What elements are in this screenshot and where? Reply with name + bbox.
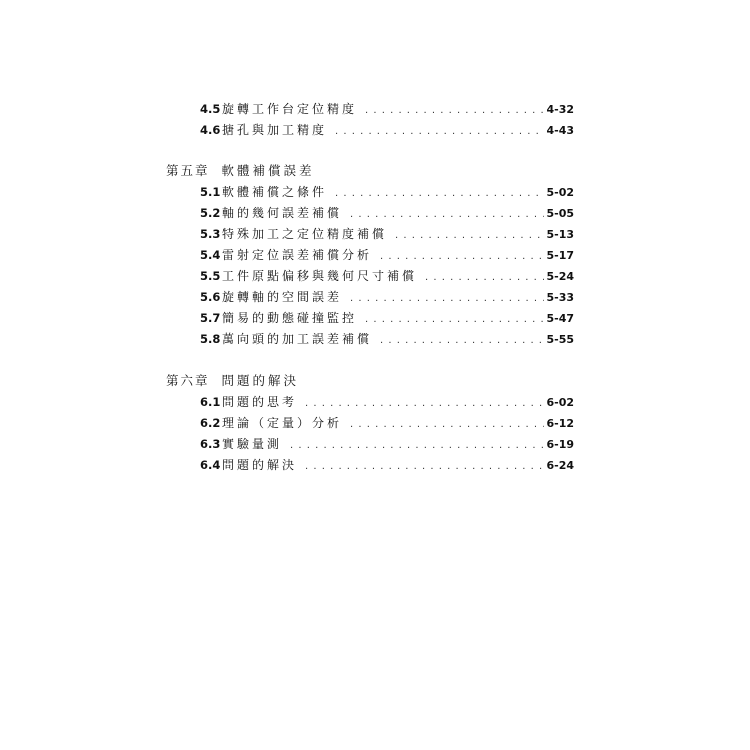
dot-leader (395, 229, 544, 243)
page-number: 5-05 (546, 207, 574, 220)
dot-leader (425, 271, 544, 285)
section-title: 特殊加工之定位精度補償 (222, 227, 388, 241)
dot-leader (350, 418, 544, 432)
toc-entry-6-3[interactable] (200, 437, 574, 451)
chapter-label: 第五章 (166, 163, 210, 178)
page-number: 5-24 (546, 270, 574, 283)
section-title: 軟體補償之條件 (222, 185, 328, 199)
toc-entry-5-3[interactable] (200, 227, 574, 241)
page-number: 5-02 (546, 186, 574, 199)
dot-leader (335, 125, 544, 139)
page-number: 4-43 (546, 124, 574, 137)
section-number: 5.5 (200, 269, 221, 283)
toc-entry-5-2[interactable] (200, 206, 574, 220)
page-number: 5-33 (546, 291, 574, 304)
chapter-title: 軟體補償誤差 (221, 163, 315, 178)
section-number: 4.6 (200, 123, 221, 137)
section-number: 4.5 (200, 102, 221, 116)
section-title: 工件原點偏移與幾何尺寸補償 (222, 269, 418, 283)
toc-entry-5-7[interactable] (200, 311, 574, 325)
chapter-label: 第六章 (166, 373, 210, 388)
section-number: 5.6 (200, 290, 221, 304)
dot-leader (380, 250, 544, 264)
section-number: 6.3 (200, 437, 221, 451)
dot-leader (305, 397, 544, 411)
section-number: 5.1 (200, 185, 221, 199)
toc-entry-4-5[interactable] (200, 102, 574, 116)
section-number: 6.2 (200, 416, 221, 430)
page-number: 5-47 (546, 312, 574, 325)
section-number: 6.4 (200, 458, 221, 472)
dot-leader (380, 334, 544, 348)
toc-entry-6-1[interactable] (200, 395, 574, 409)
section-number: 5.7 (200, 311, 221, 325)
dot-leader (305, 460, 544, 474)
section-title: 問題的解決 (222, 458, 298, 472)
chapter-heading-6[interactable] (166, 374, 299, 388)
section-title: 雷射定位誤差補償分析 (222, 248, 373, 262)
section-title: 實驗量測 (222, 437, 283, 451)
page-number: 5-17 (546, 249, 574, 262)
section-title: 理論（定量）分析 (222, 416, 343, 430)
page-number: 6-02 (546, 396, 574, 409)
toc-entry-5-5[interactable] (200, 269, 574, 283)
chapter-title: 問題的解決 (221, 373, 300, 388)
toc-entry-5-8[interactable] (200, 332, 574, 346)
section-number: 5.2 (200, 206, 221, 220)
section-title: 軸的幾何誤差補償 (222, 206, 343, 220)
toc-entry-5-6[interactable] (200, 290, 574, 304)
toc-entry-5-1[interactable] (200, 185, 574, 199)
section-title: 問題的思考 (222, 395, 298, 409)
section-number: 6.1 (200, 395, 221, 409)
section-title: 萬向頭的加工誤差補償 (222, 332, 373, 346)
page-number: 4-32 (546, 103, 574, 116)
section-title: 搪孔與加工精度 (222, 123, 328, 137)
section-title: 簡易的動態碰撞監控 (222, 311, 358, 325)
page-number: 6-19 (546, 438, 574, 451)
page-number: 6-12 (546, 417, 574, 430)
section-title: 旋轉軸的空間誤差 (222, 290, 343, 304)
page-number: 5-13 (546, 228, 574, 241)
dot-leader (290, 439, 544, 453)
toc-entry-6-4[interactable] (200, 458, 574, 472)
section-number: 5.8 (200, 332, 221, 346)
dot-leader (365, 104, 544, 118)
dot-leader (335, 187, 544, 201)
chapter-heading-5[interactable] (166, 164, 315, 178)
toc-entry-5-4[interactable] (200, 248, 574, 262)
toc-entry-4-6[interactable] (200, 123, 574, 137)
page-number: 6-24 (546, 459, 574, 472)
dot-leader (350, 292, 544, 306)
section-number: 5.4 (200, 248, 221, 262)
section-title: 旋轉工作台定位精度 (222, 102, 358, 116)
toc-entry-6-2[interactable] (200, 416, 574, 430)
page-number: 5-55 (546, 333, 574, 346)
dot-leader (365, 313, 544, 327)
dot-leader (350, 208, 544, 222)
section-number: 5.3 (200, 227, 221, 241)
